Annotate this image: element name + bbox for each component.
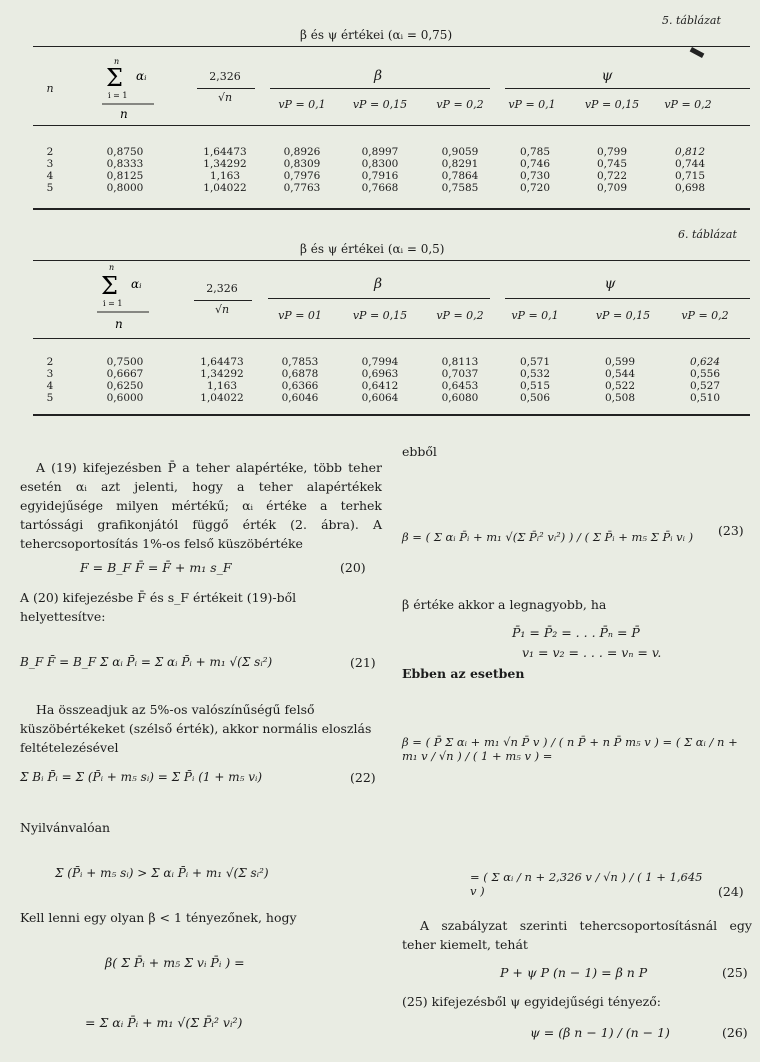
- table-cell: 0,9059: [441, 146, 479, 158]
- psi-sub-3: vP = 0,2: [664, 98, 712, 111]
- table-cell: 0,6366: [281, 380, 319, 392]
- table-cell: 0,624: [689, 356, 721, 368]
- equation-inequality: Σ (P̄ᵢ + m₅ sᵢ) > Σ αᵢ P̄ᵢ + m₁ √(Σ sᵢ²): [55, 866, 269, 880]
- table-5-title: β és ψ értékei (αᵢ = 0,75): [300, 28, 453, 42]
- table-cell: 0,8333: [106, 158, 144, 170]
- equation-25: P + ψ P (n − 1) = β n P: [500, 965, 648, 980]
- paragraph: β értéke akkor a legnagyobb, ha: [402, 597, 607, 612]
- equation-22: Σ Bᵢ P̄ᵢ = Σ (P̄ᵢ + m₅ sᵢ) = Σ P̄ᵢ (1 + m₅ vᵢ): [20, 770, 263, 784]
- table-cell: 0,6963: [361, 368, 399, 380]
- psi-group-rule: [505, 88, 750, 89]
- table-cell: 0,722: [596, 170, 628, 182]
- table-cell: 0,7853: [281, 356, 319, 368]
- table-6-title: β és ψ értékei (αᵢ = 0,5): [300, 242, 445, 256]
- table-cell: 0,522: [604, 380, 636, 392]
- svg-text:Σ: Σ: [106, 64, 123, 92]
- psi-sub-2: vP = 0,15: [595, 309, 651, 322]
- svg-text:n: n: [120, 107, 128, 121]
- psi-group-header: ψ: [604, 276, 616, 292]
- table-cell: 1,64473: [203, 146, 247, 158]
- table-cell: 5: [46, 392, 54, 404]
- beta-sub-3: vP = 0,2: [436, 98, 484, 111]
- condition-variations: v₁ = v₂ = . . . = vₙ = v.: [522, 645, 662, 660]
- paragraph: (25) kifejezésből ψ egyidejűségi tényező:: [402, 994, 661, 1009]
- equation-26: ψ = (β n − 1) / (n − 1): [530, 1025, 670, 1040]
- table-cell: 5: [46, 182, 54, 194]
- table-cell: 0,506: [519, 392, 551, 404]
- table-cell: 0,7763: [283, 182, 321, 194]
- table-cell: 3: [46, 158, 54, 170]
- table-cell: 0,7500: [106, 356, 144, 368]
- table-cell: 0,8125: [106, 170, 144, 182]
- table-cell: 0,744: [674, 158, 706, 170]
- table-cell: 2: [46, 146, 54, 158]
- table-cell: 4: [46, 380, 54, 392]
- table-cell: 0,7668: [361, 182, 399, 194]
- table-cell: 0,746: [519, 158, 551, 170]
- paragraph: ebből: [402, 444, 437, 459]
- table-cell: 1,64473: [200, 356, 244, 368]
- svg-text:n: n: [114, 57, 120, 66]
- table-cell: 0,8291: [441, 158, 479, 170]
- psi-group-rule: [505, 298, 750, 299]
- table-cell: 0,7037: [441, 368, 479, 380]
- table-cell: 0,785: [519, 146, 551, 158]
- psi-sub-1: vP = 0,1: [508, 98, 556, 111]
- stray-mark: [690, 47, 705, 58]
- table-cell: 0,8113: [441, 356, 479, 368]
- beta-group-rule: [268, 298, 490, 299]
- sum-alpha-over-n: [95, 262, 155, 332]
- table-cell: 0,6250: [106, 380, 144, 392]
- table-cell: 1,34292: [203, 158, 247, 170]
- svg-text:i = 1: i = 1: [108, 91, 128, 100]
- table-cell: 0,6046: [281, 392, 319, 404]
- equation-number: (26): [722, 1025, 748, 1040]
- equation-number: (21): [350, 655, 376, 670]
- table-cell: 0,7994: [361, 356, 399, 368]
- table-cell: 0,571: [519, 356, 551, 368]
- table-cell: 4: [46, 170, 54, 182]
- sum-alpha-over-n: [100, 56, 160, 122]
- table-cell: 1,04022: [203, 182, 247, 194]
- crit-numerator: 2,326: [209, 70, 241, 83]
- table-cell: 0,745: [596, 158, 628, 170]
- equation-beta-right: = Σ αᵢ P̄ᵢ + m₁ √(Σ P̄ᵢ² vᵢ²): [85, 1015, 243, 1030]
- table-cell: 1,163: [209, 170, 241, 182]
- equation-number: (20): [340, 560, 366, 575]
- paragraph: Kell lenni egy olyan β < 1 tényezőnek, hogy: [20, 910, 297, 925]
- table-cell: 0,7916: [361, 170, 399, 182]
- table-cell: 3: [46, 368, 54, 380]
- sum-fraction-formula: [100, 56, 160, 122]
- equation-case: β = ( P̄ Σ αᵢ + m₁ √n P̄ v ) / ( n P̄ + n P̄ m₅ v ) = ( Σ αᵢ / n + m₁ v / √n ) / ( 1 + m₅ v ) =: [402, 735, 738, 763]
- table-cell: 0,7976: [283, 170, 321, 182]
- table-6-top-rule: [33, 260, 750, 261]
- table-6-bottom-rule: [33, 414, 750, 416]
- table-cell: 0,720: [519, 182, 551, 194]
- table-cell: 0,527: [689, 380, 721, 392]
- beta-sub-2: vP = 0,15: [352, 98, 408, 111]
- condition-loads: P̄₁ = P̄₂ = . . . P̄ₙ = P̄: [512, 625, 640, 640]
- table-cell: 0,7864: [441, 170, 479, 182]
- table-cell: 0,709: [596, 182, 628, 194]
- svg-text:αᵢ: αᵢ: [136, 69, 147, 83]
- table-cell: 0,508: [604, 392, 636, 404]
- table-cell: 0,8300: [361, 158, 399, 170]
- table-cell: 0,515: [519, 380, 551, 392]
- table-cell: 0,8926: [283, 146, 321, 158]
- table-cell: 0,8750: [106, 146, 144, 158]
- table-cell: 0,6000: [106, 392, 144, 404]
- paragraph: Ha összeadjuk az 5%-os valószínűségű felső küszöbértékeket (szélső érték), akkor normális eloszlás feltételezésével: [20, 702, 372, 755]
- table-cell: 0,8000: [106, 182, 144, 194]
- crit-numerator: 2,326: [206, 282, 238, 295]
- psi-sub-3: vP = 0,2: [681, 309, 729, 322]
- paragraph: A szabályzat szerinti tehercsoportosításnál egy teher kiemelt, tehát: [402, 918, 752, 952]
- table-cell: 0,7585: [441, 182, 479, 194]
- equation-beta-left: β( Σ P̄ᵢ + m₅ Σ vᵢ P̄ᵢ ) =: [105, 955, 245, 970]
- table-6-label: 6. táblázat: [678, 228, 737, 241]
- table-cell: 0,6064: [361, 392, 399, 404]
- equation-number: (23): [718, 523, 744, 538]
- table-cell: 0,510: [689, 392, 721, 404]
- table-cell: 0,532: [519, 368, 551, 380]
- table-cell: 0,6412: [361, 380, 399, 392]
- equation-number: (25): [722, 965, 748, 980]
- svg-text:n: n: [109, 263, 115, 272]
- beta-sub-1: vP = 0,1: [278, 98, 326, 111]
- column-header-n: n: [46, 82, 54, 95]
- table-cell: 0,730: [519, 170, 551, 182]
- table-6-header-rule: [33, 338, 750, 339]
- beta-group-header: β: [373, 68, 383, 84]
- beta-sub-2: vP = 0,15: [352, 309, 408, 322]
- paragraph: A (20) kifejezésbe F̄ és s_F értékeit (19)-ből helyettesítve:: [20, 590, 297, 624]
- table-5-label: 5. táblázat: [662, 14, 721, 27]
- psi-sub-2: vP = 0,15: [584, 98, 640, 111]
- table-cell: 0,6080: [441, 392, 479, 404]
- table-cell: 0,799: [596, 146, 628, 158]
- paragraph: Nyilvánvalóan: [20, 820, 111, 835]
- beta-sub-1: vP = 01: [278, 309, 322, 322]
- psi-group-header: ψ: [601, 68, 613, 84]
- table-5-bottom-rule: [33, 208, 750, 210]
- paragraph: Ebben az esetben: [402, 666, 525, 681]
- svg-text:i = 1: i = 1: [103, 299, 123, 308]
- table-cell: 1,34292: [200, 368, 244, 380]
- table-cell: 0,599: [604, 356, 636, 368]
- table-cell: 0,6453: [441, 380, 479, 392]
- table-cell: 0,6878: [281, 368, 319, 380]
- crit-fraction-bar: [194, 300, 252, 301]
- table-cell: 0,812: [674, 146, 706, 158]
- table-cell: 0,544: [604, 368, 636, 380]
- table-cell: 0,698: [674, 182, 706, 194]
- svg-text:n: n: [115, 317, 123, 331]
- table-5-top-rule: [33, 46, 750, 47]
- table-cell: 1,04022: [200, 392, 244, 404]
- svg-text:Σ: Σ: [101, 272, 118, 300]
- table-cell: 2: [46, 356, 54, 368]
- table-cell: 0,8997: [361, 146, 399, 158]
- equation-24: = ( Σ αᵢ / n + 2,326 v / √n ) / ( 1 + 1,645 v ): [470, 870, 703, 898]
- equation-20: F = B_F F̄ = F̄ + m₁ s_F: [80, 560, 232, 575]
- table-cell: 0,556: [689, 368, 721, 380]
- equation-23: β = ( Σ αᵢ P̄ᵢ + m₁ √(Σ P̄ᵢ² vᵢ²) ) / ( Σ P̄ᵢ + m₅ Σ P̄ᵢ vᵢ ): [402, 530, 694, 544]
- table-cell: 0,8309: [283, 158, 321, 170]
- crit-denominator: √n: [214, 303, 230, 316]
- equation-21: B_F F̄ = B_F Σ αᵢ P̄ᵢ = Σ αᵢ P̄ᵢ + m₁ √(Σ sᵢ²): [20, 655, 273, 669]
- table-cell: 1,163: [206, 380, 238, 392]
- sum-fraction-formula: [95, 262, 155, 332]
- crit-fraction-bar: [197, 88, 255, 89]
- equation-number: (24): [718, 884, 744, 899]
- crit-denominator: √n: [217, 91, 233, 104]
- svg-text:αᵢ: αᵢ: [131, 277, 142, 291]
- table-cell: 0,6667: [106, 368, 144, 380]
- psi-sub-1: vP = 0,1: [511, 309, 559, 322]
- equation-number: (22): [350, 770, 376, 785]
- paragraph: A (19) kifejezésben P̄ a teher alapértéke, több teher esetén αᵢ azt jelenti, hogy a teher alapértékek egyidejűsége milyen mértékű; αᵢ értéke a terhek tartóssági grafikonjától függő érték (2. ábra). A tehercsoportosítás 1%-os felső küszöbértéke: [20, 460, 382, 551]
- table-cell: 0,715: [674, 170, 706, 182]
- beta-sub-3: vP = 0,2: [436, 309, 484, 322]
- table-5-header-rule: [33, 125, 750, 126]
- beta-group-rule: [270, 88, 490, 89]
- beta-group-header: β: [373, 276, 383, 292]
